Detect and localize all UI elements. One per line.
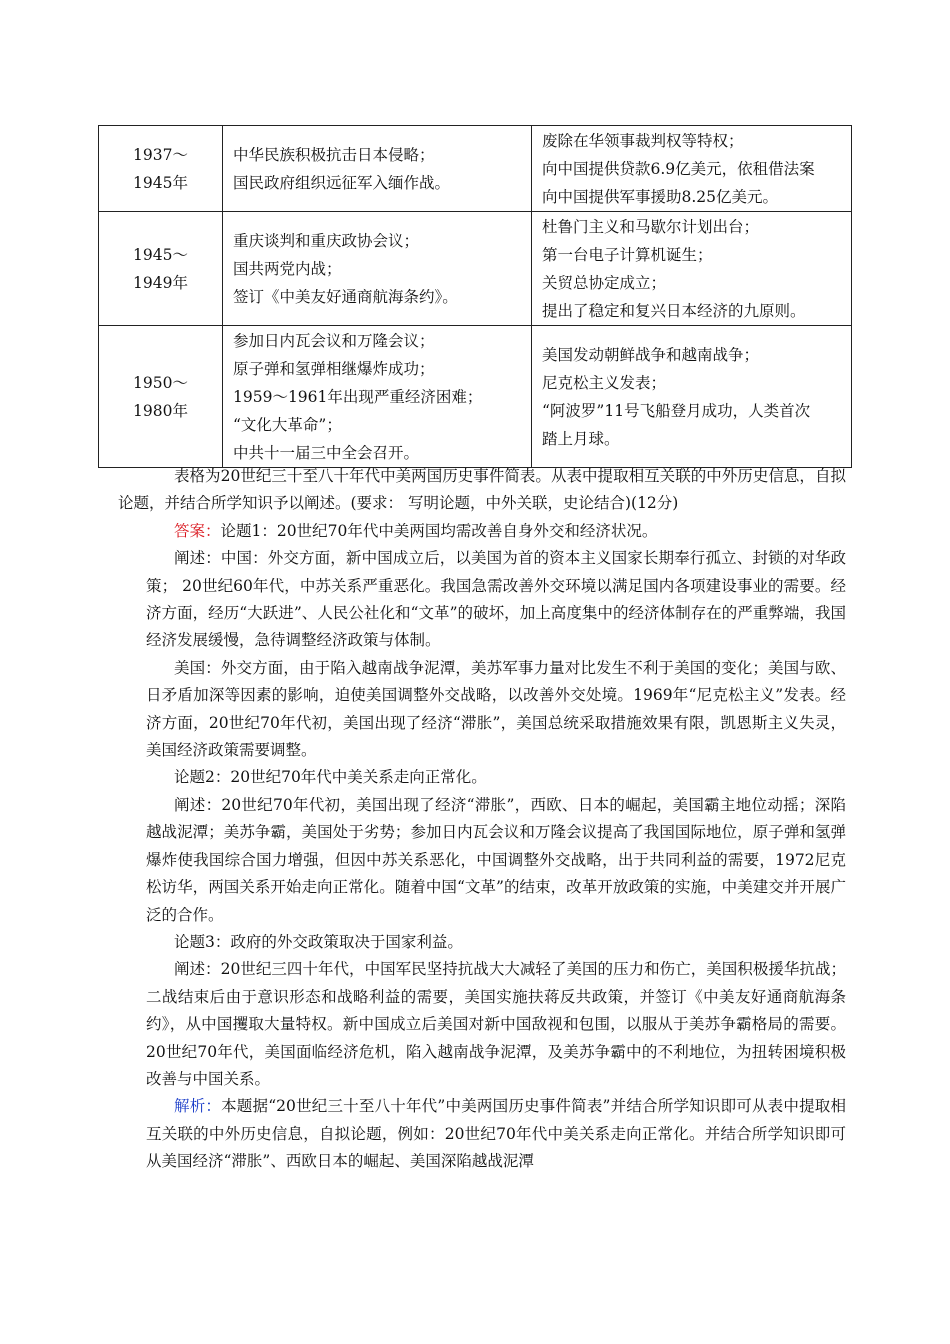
event-line: 废除在华领事裁判权等特权； <box>542 131 744 150</box>
china-events-cell <box>223 326 532 468</box>
analysis-label: 解析： <box>174 1097 222 1116</box>
period-cell <box>99 326 223 468</box>
event-line: 关贸总协定成立； <box>542 273 667 292</box>
china-elaboration: 阐述：中国：外交方面，新中国成立后，以美国为首的资本主义国家长期奉行孤立、封锁的对华政策； 20世纪60年代，中苏关系严重恶化。我国急需改善外交环境以满足国内各项建设事业的需要。经济方面，经历“大跃进”、人民公社化和“文革”的破坏，加上高度集中的经济体制存在的严重弊端，我国经济发展缓慢，急待调整经济政策与体制。 <box>146 549 846 650</box>
event-line: 第一台电子计算机诞生； <box>542 245 713 264</box>
topic-1: 论题1：20世纪70年代中美两国均需改善自身外交和经济状况。 <box>220 521 658 540</box>
period-line: 1980年 <box>133 401 188 420</box>
table-row <box>99 326 852 468</box>
event-line: 中华民族积极抗击日本侵略； <box>233 145 435 164</box>
period-line: 1945～ <box>133 245 188 264</box>
answer-label: 答案： <box>174 521 221 540</box>
topic-2: 论题2：20世纪70年代中美关系走向正常化。 <box>174 768 487 787</box>
event-line: 提出了稳定和复兴日本经济的九原则。 <box>542 301 806 320</box>
usa-events-cell <box>532 326 852 468</box>
history-events-table <box>98 125 852 468</box>
analysis-paragraph <box>146 1093 846 1175</box>
event-line: “文化大革命”； <box>233 415 342 434</box>
event-line: 中共十一届三中全会召开。 <box>233 443 420 462</box>
event-line: 杜鲁门主义和马歇尔计划出台； <box>542 217 760 236</box>
event-line: 国民政府组织远征军入缅作战。 <box>233 173 451 192</box>
topic-2-elaboration: 阐述：20世纪70年代初，美国出现了经济“滞胀”，西欧、日本的崛起，美国霸主地位动摇；深陷越战泥潭；美苏争霸，美国处于劣势；参加日内瓦会议和万隆会议提高了我国国际地位，原子弹和氢弹爆炸使我国综合国力增强，但因中苏关系恶化，中国调整外交战略，出于共同利益的需要，1972尼克松访华，两国关系开始走向正常化。随着中国“文革”的结束，改革开放政策的实施，中美建交并开展广泛的合作。 <box>146 795 846 924</box>
event-line: 尼克松主义发表； <box>542 373 667 392</box>
event-line: 原子弹和氢弹相继爆炸成功； <box>233 359 435 378</box>
table-row <box>99 212 852 326</box>
question-text: 表格为20世纪三十至八十年代中美两国历史事件简表。从表中提取相互关联的中外历史信息，自拟论题，并结合所学知识予以阐述。(要求： 写明论题，中外关联，史论结合)(12分) <box>118 467 846 513</box>
event-line: 美国发动朝鲜战争和越南战争； <box>542 345 760 364</box>
topic-3-elaboration: 阐述：20世纪三四十年代，中国军民坚持抗战大大减轻了美国的压力和伤亡，美国积极援华抗战；二战结束后由于意识形态和战略利益的需要，美国实施扶蒋反共政策，并签订《中美友好通商航海条约》，从中国攫取大量特权。新中国成立后美国对新中国敌视和包围，以服从于美苏争霸格局的需要。20世纪70年代，美国面临经济危机，陷入越南战争泥潭，及美苏争霸中的不利地位，为扭转困境积极改善与中国关系。 <box>146 960 846 1088</box>
usa-events-cell <box>532 212 852 326</box>
event-line: 向中国提供军事援助8.25亿美元。 <box>542 187 779 206</box>
event-line: 参加日内瓦会议和万隆会议； <box>233 331 435 350</box>
china-events-cell <box>223 126 532 212</box>
period-cell <box>99 126 223 212</box>
table-row <box>99 126 852 212</box>
usa-events-cell <box>532 126 852 212</box>
usa-elaboration: 美国：外交方面，由于陷入越南战争泥潭，美苏军事力量对比发生不利于美国的变化；美国与欧、日矛盾加深等因素的影响，迫使美国调整外交战略，以改善外交处境。1969年“尼克松主义”发表。经济方面，20世纪70年代初，美国出现了经济“滞胀”，美国总统采取措施效果有限，凯恩斯主义失灵，美国经济政策需要调整。 <box>146 658 846 760</box>
event-line: 向中国提供贷款6.9亿美元，依租借法案 <box>542 159 815 178</box>
answer-intro-paragraph <box>146 518 846 545</box>
event-line: 踏上月球。 <box>542 429 620 448</box>
period-line: 1950～ <box>133 373 188 392</box>
period-cell <box>99 212 223 326</box>
event-line: 国共两党内战； <box>233 259 342 278</box>
period-line: 1949年 <box>133 273 188 292</box>
event-line: “阿波罗”11号飞船登月成功，人类首次 <box>542 401 811 420</box>
period-line: 1937～ <box>133 145 188 164</box>
event-line: 签订《中美友好通商航海条约》。 <box>233 287 458 306</box>
event-line: 重庆谈判和重庆政协会议； <box>233 231 420 250</box>
topic-3: 论题3：政府的外交政策取决于国家利益。 <box>174 932 463 951</box>
event-line: 1959～1961年出现严重经济困难； <box>233 387 483 406</box>
question-and-answer <box>118 463 846 1176</box>
period-line: 1945年 <box>133 173 188 192</box>
china-events-cell <box>223 212 532 326</box>
analysis-text: 本题据“20世纪三十至八十年代”中美两国历史事件简表”并结合所学知识即可从表中提取相互关联的中外历史信息，自拟论题，例如：20世纪70年代中美关系走向正常化。并结合所学知识即可从美国经济“滞胀”、西欧日本的崛起、美国深陷越战泥潭 <box>146 1097 846 1171</box>
